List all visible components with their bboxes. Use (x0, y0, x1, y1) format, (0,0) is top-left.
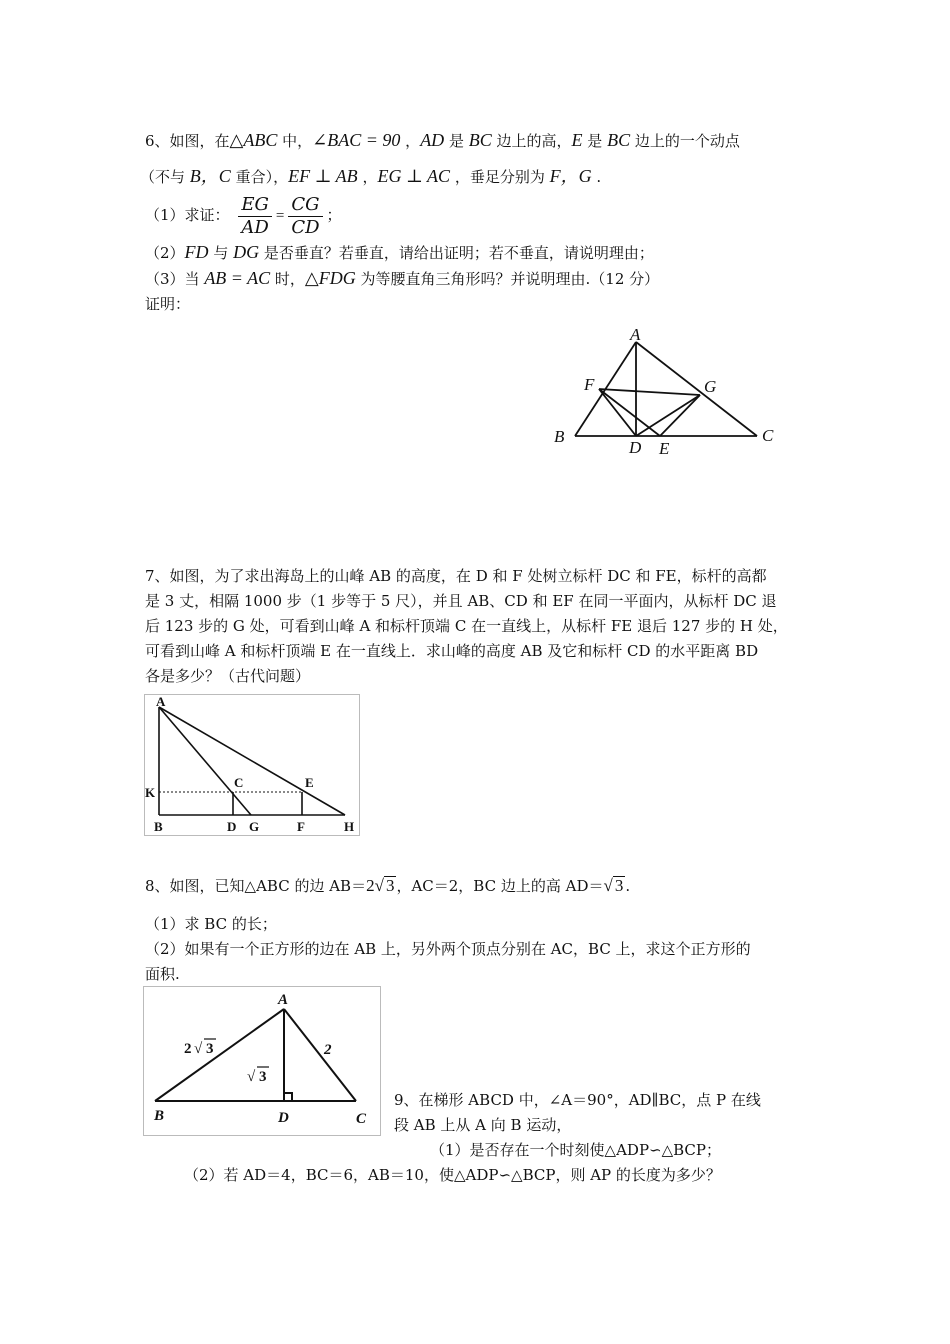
label-a: A (630, 325, 641, 344)
ad-radicand: 3 (614, 876, 624, 895)
side-ac (636, 342, 757, 436)
label-e: E (305, 775, 314, 790)
points-b-c: B，C (189, 166, 231, 186)
side-ac (284, 1009, 356, 1101)
label-d: D (629, 438, 642, 457)
segment-fd: FD (184, 242, 209, 262)
label-f: F (297, 819, 305, 834)
label-g: G (249, 819, 260, 834)
frac-denominator: CD (291, 216, 320, 238)
label-ad-radicand: 3 (259, 1069, 267, 1085)
q9-line-3: （1）是否存在一个时刻使△ADP∽△BCP； (430, 1141, 722, 1159)
fraction-eg-ad (238, 194, 272, 239)
q8-text: . (625, 877, 631, 895)
q7-figure-frame (144, 694, 360, 836)
svg-text:√: √ (194, 1041, 203, 1057)
q6-text: 是 (444, 132, 469, 150)
segment-dg: DG (233, 242, 260, 262)
q6-text: 是否垂直？若垂直，请给出证明；若不垂直，请说明理由； (259, 244, 654, 262)
q7-line-4: 可看到山峰 A 和标杆顶端 E 在一直线上．求山峰的高度 AB 及它和标杆 CD 的水平距离 BD (145, 642, 759, 660)
q6-text: 6、如图，在 (145, 132, 230, 150)
point-e: E (571, 130, 583, 150)
segment-bc: BC (468, 130, 492, 150)
label-f: F (584, 375, 595, 394)
q9-line-4: （2）若 AD＝4，BC＝6，AB＝10，使△ADP∽△BCP，则 AP 的长度为多少？ (184, 1166, 721, 1184)
q6-text: ， (357, 168, 378, 186)
right-angle-mark (284, 1093, 292, 1101)
q7-line-2: 是 3 丈，相隔 1000 步（1 步等于 5 尺），并且 AB、CD 和 EF 在同一平面内，从标杆 DC 退 (145, 592, 777, 610)
equals-sign: = (275, 208, 285, 224)
angle-condition: ∠BAC = 90 (312, 130, 401, 150)
q8-figure (144, 987, 380, 1135)
label-h: H (344, 819, 355, 834)
q7-line-5: 各是多少？（古代问题） (145, 667, 311, 685)
label-d: D (278, 1110, 289, 1126)
label-ab-radicand: 3 (206, 1041, 214, 1057)
q8-text: ，AC＝2，BC 边上的高 AD＝ (396, 877, 604, 895)
q7-line-1: 7、如图，为了求出海岛上的山峰 AB 的高度，在 D 和 F 处树立标杆 DC 和 FE，标杆的高都 (145, 567, 767, 585)
q6-text: 为等腰直角三角形吗？并说明理由.（12 分） (355, 270, 660, 288)
label-b: B (154, 1108, 165, 1124)
frac-numerator: CG (288, 194, 322, 217)
segment-gd (636, 395, 700, 436)
q6-text: 时， (270, 270, 305, 288)
label-d: D (227, 819, 237, 834)
q6-line-5 (145, 268, 659, 289)
q8-text: 8、如图，已知△ABC 的边 AB＝ (145, 877, 367, 895)
q6-text: （1）求证： (145, 206, 230, 224)
q7-line-3: 后 123 步的 G 处，可看到山峰 A 和标杆顶端 C 在一直线上，从标杆 FE 退后 127 步的 H 处， (145, 617, 788, 635)
ab-equals-ac: AB = AC (204, 268, 271, 288)
label-a: A (156, 695, 166, 709)
q6-text: 是 (582, 132, 608, 150)
label-c: C (356, 1111, 367, 1127)
segment-bc: BC (607, 130, 631, 150)
label-c: C (234, 775, 244, 790)
label-b: B (554, 427, 565, 446)
q6-line-2 (140, 166, 601, 187)
side-ab (155, 1009, 284, 1101)
q6-line-1 (145, 130, 740, 151)
q6-text: 边上的一个动点 (630, 132, 740, 150)
q6-text: ； (326, 206, 342, 224)
label-a: A (278, 992, 289, 1008)
q6-text: ， (400, 132, 421, 150)
q6-text: 中， (277, 132, 313, 150)
fraction-cg-cd (288, 194, 322, 239)
label-ac-length: 2 (324, 1042, 332, 1058)
q8-line-2: （1）求 BC 的长； (145, 915, 277, 933)
svg-text:√: √ (247, 1069, 256, 1085)
sightline-ag (159, 707, 251, 815)
q6-text: . (591, 168, 602, 186)
triangle-abc: △ABC (229, 130, 278, 150)
q6-text: 重合）， (230, 168, 289, 186)
q6-text: 边上的高， (491, 132, 572, 150)
q8-line-3: （2）如果有一个正方形的边在 AB 上，另外两个顶点分别在 AC，BC 上，求这个正方形的 (145, 940, 751, 958)
frac-denominator: AD (241, 216, 269, 238)
q6-text: （不与 (140, 168, 190, 186)
q6-line-3 (145, 192, 342, 238)
proof-label: 证明： (145, 295, 191, 313)
label-ab-coef: 2 (184, 1041, 192, 1057)
q6-line-4 (145, 242, 654, 263)
q9-line-2: 段 AB 上从 A 向 B 运动， (394, 1116, 572, 1134)
frac-numerator: EG (238, 194, 272, 217)
q6-figure (550, 320, 790, 460)
q7-figure (145, 695, 359, 835)
q6-text: 与 (208, 244, 234, 262)
segment-ge (660, 395, 700, 436)
label-b: B (154, 819, 163, 834)
segment-fg (599, 389, 700, 395)
label-e: E (659, 439, 670, 458)
q6-text: （3）当 (145, 270, 205, 288)
q6-text: （2） (145, 244, 185, 262)
q8-figure-frame (143, 986, 381, 1136)
ef-perp-ab: EF ⊥ AB (288, 166, 358, 186)
label-c: C (762, 426, 774, 445)
sightline-ah (159, 707, 345, 815)
label-k: K (145, 785, 156, 800)
q8-line-4: 面积. (145, 965, 180, 983)
ab-radicand: 3 (385, 876, 395, 895)
ab-coefficient: 2 (366, 876, 375, 895)
q6-text: ，垂足分别为 (450, 168, 550, 186)
points-f-g: F，G (549, 166, 592, 186)
triangle-fdg: △FDG (304, 268, 356, 288)
q8-line-1: 8、如图，已知△ABC 的边 AB＝2√ 3 ，AC＝2，BC 边上的高 AD＝√ 3 . (145, 876, 631, 895)
q9-line-1: 9、在梯形 ABCD 中，∠A＝90°，AD∥BC，点 P 在线 (394, 1091, 761, 1109)
segment-ad: AD (420, 130, 445, 150)
label-g: G (704, 377, 717, 396)
eg-perp-ac: EG ⊥ AC (377, 166, 451, 186)
